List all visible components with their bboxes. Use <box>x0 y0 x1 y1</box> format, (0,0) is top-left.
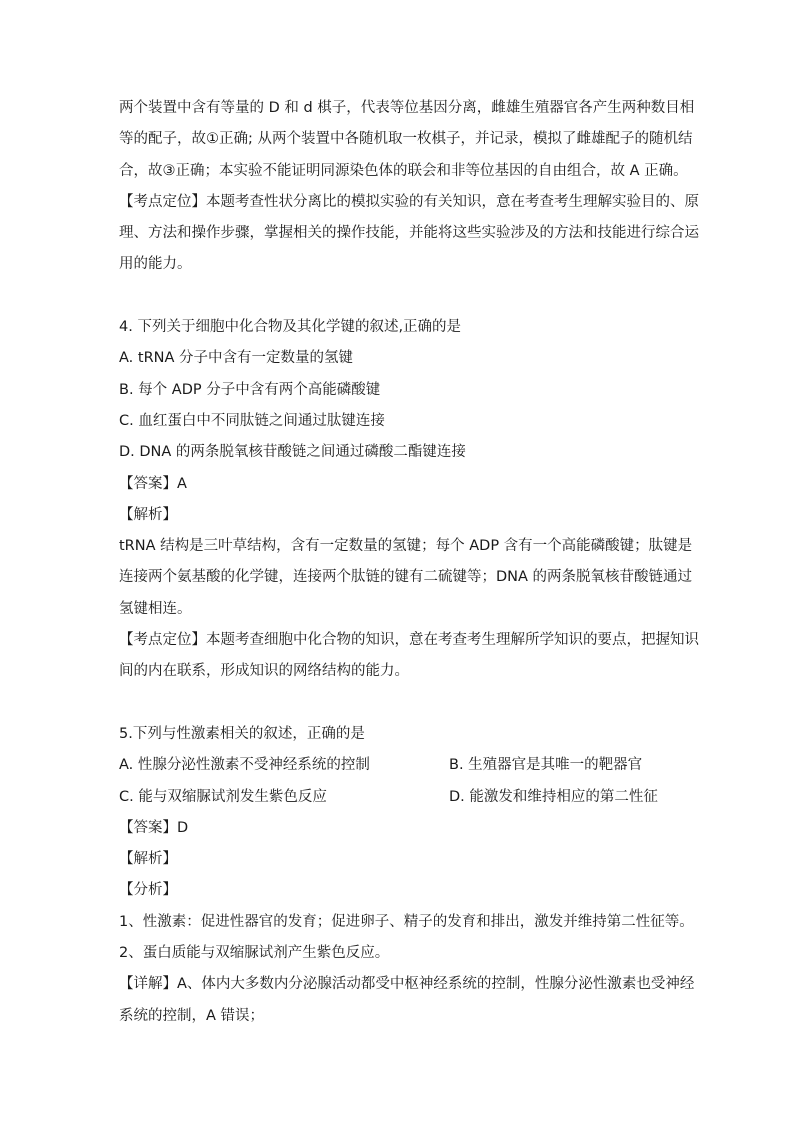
paragraph-line: 连接两个氨基酸的化学键，连接两个肽链的键有二硫键等；DNA 的两条脱氧核苷酸链通过 <box>119 569 693 586</box>
paragraph-line: 间的内在联系，形成知识的网络结构的能力。 <box>119 663 409 680</box>
question-5-option-a: A. 性腺分泌性激素不受神经系统的控制 <box>119 757 370 774</box>
paragraph-line: 2、蛋白质能与双缩脲试剂产生紫色反应。 <box>119 945 390 962</box>
spacer <box>119 281 675 312</box>
question-5-stem: 5.下列与性激素相关的叙述，正确的是 <box>119 725 365 742</box>
paragraph-line: 等的配子，故①正确; 从两个装置中各随机取一枚棋子，并记录，模拟了雌雄配子的随机结 <box>119 131 693 148</box>
kaodian-dingwei: 【考点定位】本题考查性状分离比的模拟实验的有关知识，意在考查考生理解实验目的、原 <box>119 193 699 210</box>
question-5-answer: 【答案】D <box>119 819 189 836</box>
paragraph-line: 用的能力。 <box>119 256 192 273</box>
question-5-xiangjie: 【详解】A、体内大多数内分泌腺活动都受中枢神经系统的控制，性腺分泌性激素也受神经 <box>119 976 695 993</box>
question-4-option-c: C. 血红蛋白中不同肽链之间通过肽键连接 <box>119 412 385 429</box>
kaodian-dingwei: 【考点定位】本题考查细胞中化合物的知识，意在考查考生理解所学知识的要点，把握知识 <box>119 632 699 649</box>
question-5-option-d: D. 能激发和维持相应的第二性征 <box>449 788 658 805</box>
question-5-option-c: C. 能与双缩脲试剂发生紫色反应 <box>119 788 327 805</box>
question-5-options-row <box>119 750 675 781</box>
paragraph-line: 两个装置中含有等量的 D 和 d 棋子，代表等位基因分离，雌雄生殖器官各产生两种数目相 <box>119 100 695 116</box>
question-4-option-d: D. DNA 的两条脱氧核苷酸链之间通过磷酸二酯键连接 <box>119 444 466 461</box>
question-5-analysis-heading: 【解析】 <box>119 851 177 868</box>
paragraph-line: 系统的控制，A 错误； <box>119 1007 265 1024</box>
question-5-option-b: B. 生殖器官是其唯一的靶器官 <box>449 757 643 774</box>
document-page <box>119 93 699 1032</box>
paragraph-line: 1、性激素：促进性器官的发育；促进卵子、精子的发育和排出，激发并维持第二性征等。 <box>119 913 694 930</box>
question-4-analysis-heading: 【解析】 <box>119 506 177 523</box>
question-4-answer: 【答案】A <box>119 475 187 492</box>
paragraph-line: 合，故③正确；本实验不能证明同源染色体的联会和非等位基因的自由组合，故 A 正确。 <box>119 162 688 179</box>
paragraph-line: 氢键相连。 <box>119 600 192 617</box>
question-4-option-b: B. 每个 ADP 分子中含有两个高能磷酸键 <box>119 381 381 398</box>
question-4-option-a: A. tRNA 分子中含有一定数量的氢键 <box>119 350 354 367</box>
question-5-fenxi-heading: 【分析】 <box>119 882 177 899</box>
paragraph-line: 理、方法和操作步骤，掌握相关的操作技能，并能将这些实验涉及的方法和技能进行综合运 <box>119 225 699 242</box>
paragraph-line: tRNA 结构是三叶草结构，含有一定数量的氢键；每个 ADP 含有一个高能磷酸键；肽键是 <box>119 538 693 555</box>
spacer <box>119 688 675 719</box>
question-4-stem: 4. 下列关于细胞中化合物及其化学键的叙述,正确的是 <box>119 319 462 336</box>
question-5-options-row <box>119 782 675 813</box>
